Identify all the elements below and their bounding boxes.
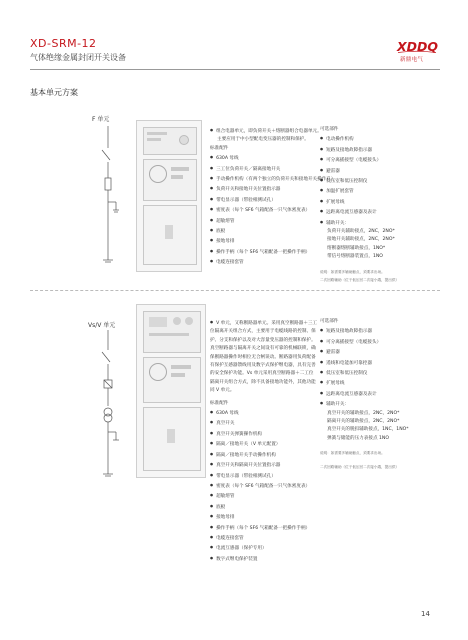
- unit2-std-title: 标准配件: [210, 400, 229, 406]
- unit2-optional-item: 真空开关的脱扣辅助接点，1NC，1NO*: [327, 427, 409, 433]
- unit1-standard-item: ● 底板: [210, 226, 370, 236]
- unit1-optional-item: ● 避雷器: [320, 166, 440, 176]
- unit1-intro-line: ● 组合电器单元，即负荷开关＋熔断器组合电器单元。: [210, 126, 370, 136]
- logo-text: 新鼎电气: [400, 57, 424, 63]
- unit1-standard-item: ● 操作手柄（每个 SF6 气箱配备一把操作手柄）: [210, 247, 370, 257]
- unit1-standard-item: ● 手动操作机构（有两个独立的负荷开关和接地开关操作孔）: [210, 174, 370, 184]
- unit2-optional-item: ● 辅助开关：: [320, 399, 440, 409]
- unit1-note: 说明：如需要多辅助触点，须要求出场。: [320, 269, 385, 274]
- header-divider: [30, 69, 440, 70]
- unit1-standard-item: ● 三工位负荷开关／隔离接地开关: [210, 164, 370, 174]
- unit2-note: 说明：如需要多辅助触点，须要求出场。: [320, 451, 385, 456]
- page-title: XD-SRM-12: [30, 37, 97, 50]
- unit2-standard-item: ● 密度表（每个 SF6 气箱配备一只气体密度表）: [210, 481, 318, 491]
- unit1-optional-item: 负荷开关辅助接点，2NC，2NO*: [327, 229, 395, 235]
- unit2-optional-item: ● 扩展母线: [320, 378, 440, 388]
- unit2-optional-item: 隔离开关的辅助接点，2NC，2NO*: [327, 419, 400, 425]
- unit1-cabinet-image: [136, 120, 202, 272]
- unit2-optional-item: ● 遥线和电能加可靠控器: [320, 358, 440, 368]
- unit1-standard-item: ● 630A 母线: [210, 153, 370, 163]
- unit1-optional-item: ● 辅助开关：: [320, 218, 440, 228]
- unit1-single-line-diagram: [88, 120, 128, 270]
- page-subtitle: 气体绝缘金属封闭开关设备: [30, 53, 126, 62]
- unit2-description: [210, 318, 318, 564]
- unit1-optional-item: ● 可分离插接型（电缆接头）: [320, 155, 440, 165]
- unit1-optional-item: ● 加温扩展套管: [320, 186, 440, 196]
- unit1-optional-item: 带信号熔断器装置点，1NO: [327, 254, 383, 260]
- unit1-intro-line: 主要应用于中小型配电变压器的控制和保护。: [217, 137, 309, 143]
- unit2-standard-item: ● 带电显示器（带验相测试孔）: [210, 471, 318, 481]
- unit2-note: 二次回路辅助（位于低压回二次接小端，提出供）: [320, 465, 400, 470]
- unit1-standard-item: ● 带电显示器（带验相测试孔）: [210, 195, 370, 205]
- unit1-standard-item: ● 负荷开关和接地开关位置指示器: [210, 184, 370, 194]
- unit2-standard-item: ● 真空开关和隔离开关位置指示器: [210, 460, 318, 470]
- unit2-standard-item: ● 操作手柄（每个 SF6 气箱配备一把操作手柄）: [210, 523, 318, 533]
- section-divider: [30, 290, 440, 291]
- unit1-optional: [320, 126, 440, 284]
- unit2-standard-item: ● 630A 母线: [210, 408, 318, 418]
- unit2-optional-item: ● 短路及接地故障指示器: [320, 326, 440, 336]
- unit2-optional-item: ● 远距离电流互感器及表计: [320, 389, 440, 399]
- unit1-std-title: 标准配件: [210, 145, 229, 151]
- unit1-optional-item: 熔断器熔断辅助接点，1NO*: [327, 245, 386, 251]
- page-number: 14: [421, 610, 430, 618]
- xddq-logo-icon: [396, 38, 438, 54]
- unit1-standard-item: ● 超敏熔管: [210, 216, 370, 226]
- unit2-opt-title: 可选部件: [320, 319, 339, 324]
- unit1-optional-item: ● 电动操作机构: [320, 134, 440, 144]
- section-title: 基本单元方案: [30, 88, 78, 97]
- unit2-single-line-diagram: [88, 326, 128, 486]
- unit2-optional: [320, 318, 440, 471]
- unit1-optional-item: ● 短路及接地故障指示器: [320, 145, 440, 155]
- unit2-standard-item: ● 数字式继电保护装置: [210, 554, 318, 564]
- unit2-standard-item: ● 电流互感器（保护专用）: [210, 543, 318, 553]
- unit1-optional-item: 接地开关辅助接点，2NC，2NO*: [327, 237, 395, 243]
- unit2-standard-item: ● 电缆连接套管: [210, 533, 318, 543]
- unit2-standard-item: ● 真空开关: [210, 418, 318, 428]
- company-logo: [396, 38, 438, 66]
- unit2-label: Vs/V 单元: [88, 322, 116, 329]
- unit1-note: 二次回路辅助（位于低压回二次接小端，提出供）: [320, 277, 400, 282]
- unit2-optional-item: ● 低压室和低压控制仪: [320, 368, 440, 378]
- unit1-standard-item: ● 电缆连接套管: [210, 257, 370, 267]
- unit2-optional-item: 弹簧与储能的压力表接点 1NO: [327, 435, 389, 441]
- unit2-standard-item: ● 隔离／接地开关手动操作机构: [210, 450, 318, 460]
- unit2-optional-item: ● 可分离插接型（电缆接头）: [320, 337, 440, 347]
- unit2-standard-item: ● 接地母排: [210, 512, 318, 522]
- unit1-standard-item: ● 密度表（每个 SF6 气箱配备一只气体密度表）: [210, 205, 370, 215]
- unit2-optional-item: 真空开关的辅助接点，2NC，2NO*: [327, 410, 400, 416]
- unit2-standard-item: ● 超敏熔管: [210, 491, 318, 501]
- unit2-standard-item: ● 隔离／接地开关（V 单元配置）: [210, 439, 318, 449]
- unit1-label: F 单元: [92, 116, 110, 123]
- unit2-optional-item: ● 避雷器: [320, 347, 440, 357]
- unit1-optional-item: ● 扩展母线: [320, 197, 440, 207]
- unit1-opt-title: 可选部件: [320, 127, 339, 132]
- unit2-cabinet-image: [136, 304, 206, 478]
- svg-text:XDDQ: XDDQ: [397, 39, 438, 54]
- unit1-optional-item: ● 低压室和低压控制仪: [320, 176, 440, 186]
- unit2-intro: ● V 单元，又称断路器单元。采用真空断路器＋三工位隔离开关组合方式，主要用于电缆线路的控制、保护、分支和保护以及对大容量变压器的控制和保护。真空断路器与隔离开关之间设有可靠的机械联锁，确保断路器操作时相位无合闸误动。断路器用负荷配备有保护互感器馈线用及数字式保护继电器，具有完善的安全保护功能。Vs 单元采用真空断路器＋二工位隔离开关组合方式，除不具备接地功能外，其他功能同 V 单元。: [210, 318, 318, 396]
- unit2-standard-item: ● 真空开关弹簧操作机构: [210, 429, 318, 439]
- unit2-standard-item: ● 底板: [210, 502, 318, 512]
- unit1-optional-item: ● 远距离电流互感器及表计: [320, 207, 440, 217]
- unit1-standard-item: ● 接地母排: [210, 236, 370, 246]
